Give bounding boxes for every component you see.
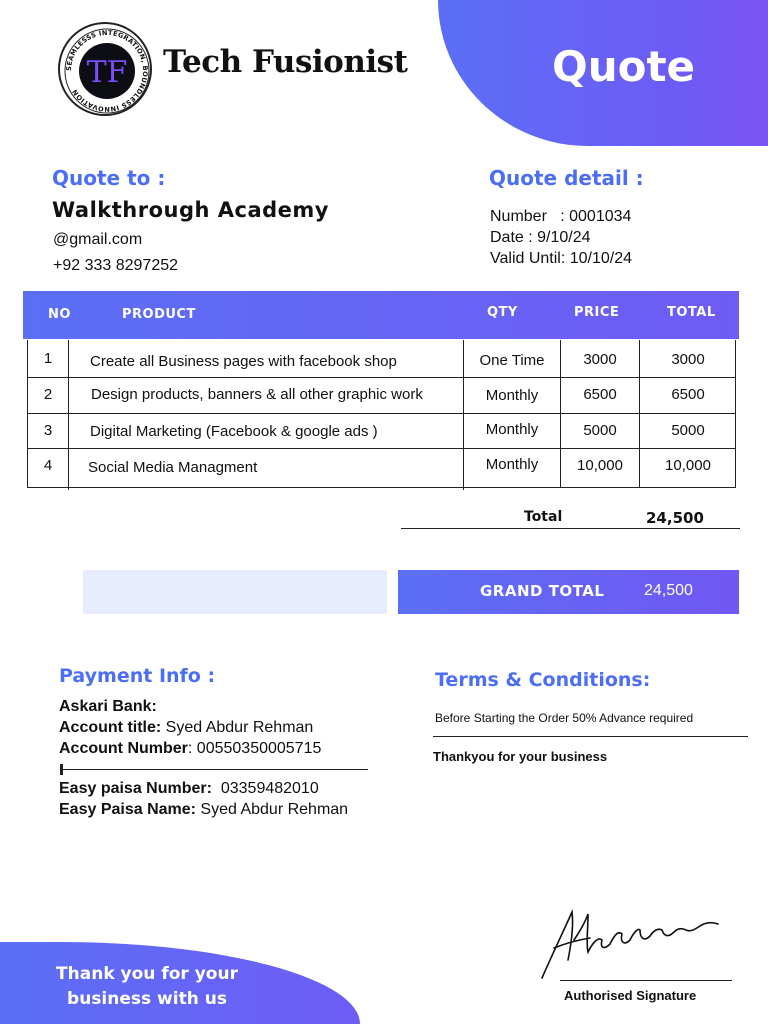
column-header-qty: QTY xyxy=(487,305,518,320)
document-title: Quote xyxy=(552,42,696,91)
client-email: @gmail.com xyxy=(53,231,143,248)
bank-name: Askari Bank: xyxy=(59,698,157,715)
quote-valid-until: Valid Until: 10/10/24 xyxy=(490,250,633,267)
terms-text: Before Starting the Order 50% Advance required xyxy=(435,711,694,725)
quote-date: Date : 9/10/24 xyxy=(490,229,591,246)
table-border xyxy=(27,487,736,488)
row-product: Design products, banners & all other graphic work xyxy=(91,386,423,403)
payment-info-heading: Payment Info : xyxy=(59,665,216,687)
row-number: 4 xyxy=(43,457,53,474)
easypaisa-name: Easy Paisa Name: Syed Abdur Rehman xyxy=(59,801,349,818)
easypaisa-number: Easy paisa Number: 03359482010 xyxy=(59,780,319,797)
column-header-product: PRODUCT xyxy=(122,307,196,322)
table-border xyxy=(68,340,69,490)
row-product: Digital Marketing (Facebook & google ads ) xyxy=(90,423,378,440)
row-number: 3 xyxy=(43,422,53,439)
brand-name: Tech Fusionist xyxy=(163,44,408,80)
row-product: Create all Business pages with facebook shop xyxy=(90,353,397,370)
quote-to-heading: Quote to : xyxy=(52,166,166,190)
quote-number: Number : 0001034 xyxy=(490,208,632,225)
signature-image xyxy=(530,900,730,982)
column-header-no: NO xyxy=(48,307,71,322)
table-border xyxy=(27,413,736,414)
row-total: 3000 xyxy=(671,351,705,368)
row-price: 3000 xyxy=(583,351,617,368)
grand-total-label: GRAND TOTAL xyxy=(480,582,605,600)
row-total: 10,000 xyxy=(665,457,711,474)
row-product: Social Media Managment xyxy=(88,459,258,476)
logo-monogram: TF xyxy=(86,55,128,90)
row-price: 5000 xyxy=(583,422,617,439)
grand-total-value: 24,500 xyxy=(644,582,693,599)
table-header xyxy=(23,291,739,339)
client-name: Walkthrough Academy xyxy=(52,198,329,222)
row-total: 6500 xyxy=(671,386,705,403)
table-border xyxy=(27,377,736,378)
terms-separator xyxy=(433,736,748,737)
account-title: Account title: Syed Abdur Rehman xyxy=(59,719,314,736)
row-qty: One Time xyxy=(479,352,545,369)
row-number: 1 xyxy=(43,350,53,367)
payment-separator xyxy=(60,769,368,770)
table-border xyxy=(27,448,736,449)
column-header-price: PRICE xyxy=(574,305,620,320)
column-header-total: TOTAL xyxy=(667,305,716,320)
client-phone: +92 333 8297252 xyxy=(53,257,179,274)
total-value: 24,500 xyxy=(646,509,704,527)
thanks-text: Thankyou for your business xyxy=(433,749,608,764)
thank-you-message: Thank you for your business with us xyxy=(56,964,238,1009)
grand-total-spacer-panel xyxy=(83,570,387,614)
account-number: Account Number: 00550350005715 xyxy=(59,740,322,757)
total-underline xyxy=(401,528,740,529)
total-label: Total xyxy=(524,509,563,525)
row-price: 10,000 xyxy=(577,457,623,474)
row-number: 2 xyxy=(43,386,53,403)
signature-line xyxy=(560,980,732,981)
row-qty: Monthly xyxy=(485,387,539,404)
row-price: 6500 xyxy=(583,386,617,403)
grand-total-bar xyxy=(398,570,739,614)
signature-label: Authorised Signature xyxy=(564,988,697,1003)
row-qty: Monthly xyxy=(485,456,539,473)
logo-emblem-icon xyxy=(60,24,154,118)
company-logo xyxy=(58,22,152,116)
quote-detail-heading: Quote detail : xyxy=(489,166,644,190)
logo-ring-text: SEAMLESSS INTEGRATION, BOUNDLESS INNOVATION xyxy=(64,28,150,114)
row-qty: Monthly xyxy=(485,421,539,438)
row-total: 5000 xyxy=(671,422,705,439)
terms-heading: Terms & Conditions: xyxy=(435,669,651,691)
